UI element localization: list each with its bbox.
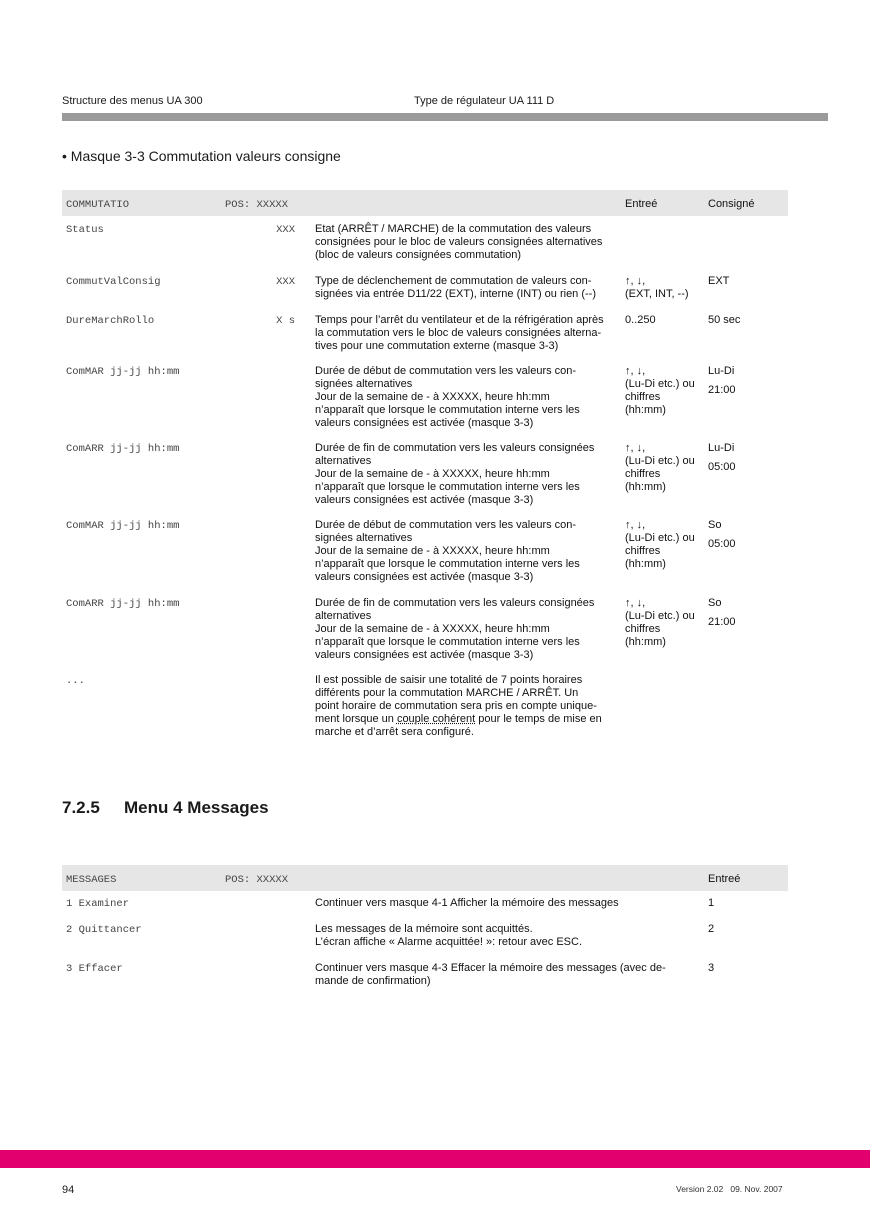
table-row-description: Durée de début de commutation vers les valeurs con- signées alternatives Jour de la semaine de - à XXXXX, heure hh:mm n’apparaît que lorsque le commutation interne vers les valeurs consignées est activée (masque 3-3)	[315, 519, 580, 583]
table-row-name: ComARR jj-jj hh:mm	[66, 598, 180, 610]
page-number: 94	[62, 1184, 75, 1196]
table-row-consigne: EXT	[708, 275, 730, 287]
table-row-consigne	[708, 597, 778, 629]
version-info: Version 2.02 09. Nov. 2007	[676, 1184, 783, 1194]
table1-head-entree: Entreé	[625, 198, 658, 210]
consigne-day: So	[708, 519, 722, 531]
table-row-entree: ↑, ↓, (Lu-Di etc.) ou chiffres (hh:mm)	[625, 597, 695, 648]
table1-head-name: COMMUTATIO	[66, 199, 130, 211]
table-row-description	[315, 674, 620, 739]
section-title-text: Masque 3-3 Commutation valeurs consigne	[70, 148, 341, 164]
header-left: Structure des menus UA 300	[62, 95, 203, 107]
table2-head-name: MESSAGES	[66, 874, 117, 886]
table-row-name: 1 Examiner	[66, 898, 130, 910]
table-row-description: Durée de fin de commutation vers les valeurs consignées alternatives Jour de la semaine de - à XXXXX, heure hh:mm n’apparaît que lorsque le commutation interne vers les valeurs consignées est activée (masque 3-3)	[315, 442, 595, 506]
table-row-name: DureMarchRollo	[66, 315, 155, 327]
table-row-value: X s	[276, 315, 295, 327]
table-row-entree: 0..250	[625, 314, 656, 326]
heading-number: 7.2.5	[62, 798, 100, 817]
desc-link: couple cohérent	[396, 713, 476, 725]
consigne-day: Lu-Di	[708, 365, 735, 377]
table-row-name: Status	[66, 224, 104, 236]
table-row-entree: ↑, ↓, (Lu-Di etc.) ou chiffres (hh:mm)	[625, 519, 695, 570]
table-row-ellipsis: ...	[66, 675, 85, 687]
table-row-entree: ↑, ↓, (EXT, INT, --)	[625, 275, 689, 300]
footer-bar	[0, 1150, 870, 1168]
consigne-time: 05:00	[708, 538, 736, 550]
table-row-description: Durée de fin de commutation vers les valeurs consignées alternatives Jour de la semaine de - à XXXXX, heure hh:mm n’apparaît que lorsque le commutation interne vers les valeurs consignées est activée (masque 3-3)	[315, 597, 595, 661]
consigne-time: 05:00	[708, 461, 736, 473]
table1-head-consigne: Consigné	[708, 198, 755, 210]
table-row-name: ComMAR jj-jj hh:mm	[66, 366, 180, 378]
table1-head-pos: POS: XXXXX	[225, 199, 289, 211]
table-row-entree: ↑, ↓, (Lu-Di etc.) ou chiffres (hh:mm)	[625, 442, 695, 493]
table2-head-entree: Entreé	[708, 873, 741, 885]
header-divider	[62, 113, 828, 121]
table-row-entree: 3	[708, 962, 715, 974]
table-row-consigne: 50 sec	[708, 314, 741, 326]
table-row-name: 2 Quittancer	[66, 924, 142, 936]
table-row-name: ComARR jj-jj hh:mm	[66, 443, 180, 455]
section-heading	[62, 798, 269, 818]
bullet: •	[62, 148, 67, 164]
table-row-entree: 1	[708, 897, 715, 909]
consigne-time: 21:00	[708, 384, 736, 396]
table-row-consigne	[708, 519, 778, 551]
heading-title: Menu 4 Messages	[124, 798, 269, 817]
table-row-name: CommutValConsig	[66, 276, 161, 288]
table-row-description: Type de déclenchement de commutation de valeurs con- signées via entrée D11/22 (EXT), interne (INT) ou rien (--)	[315, 275, 597, 300]
consigne-day: Lu-Di	[708, 442, 735, 454]
table2-head-pos: POS: XXXXX	[225, 874, 289, 886]
table-row-entree: 2	[708, 923, 715, 935]
table-row-description: Durée de début de commutation vers les valeurs con- signées alternatives Jour de la semaine de - à XXXXX, heure hh:mm n’apparaît que lorsque le commutation interne vers les valeurs consignées est activée (masque 3-3)	[315, 365, 580, 429]
desc-before: Il est possible de saisir une totalité de 7 points horaires différents pour la commutation MARCHE / ARRÊT. Un point horaire de commutation sera pris en compte unique- ment lorsque un	[315, 674, 597, 725]
header-center: Type de régulateur UA 111 D	[414, 95, 555, 107]
section-title	[62, 148, 341, 164]
consigne-day: So	[708, 597, 722, 609]
table-row-consigne	[708, 365, 778, 397]
desc-after: pour le temps de mise en marche et d’arrêt sera configuré.	[315, 713, 602, 738]
table-row-name: ComMAR jj-jj hh:mm	[66, 520, 180, 532]
table-row-value: XXX	[276, 276, 295, 288]
table-row-description: Etat (ARRÊT / MARCHE) de la commutation des valeurs consignées pour le bloc de valeurs consignées alternatives (bloc de valeurs consignées commutation)	[315, 223, 603, 261]
table-row-name: 3 Effacer	[66, 963, 123, 975]
table-row-description: Les messages de la mémoire sont acquittés. L’écran affiche « Alarme acquittée! »: retour avec ESC.	[315, 923, 583, 948]
table-row-value: XXX	[276, 224, 295, 236]
table-row-entree: ↑, ↓, (Lu-Di etc.) ou chiffres (hh:mm)	[625, 365, 695, 416]
table-row-consigne	[708, 442, 778, 474]
table-row-description: Continuer vers masque 4-1 Afficher la mémoire des messages	[315, 897, 619, 909]
consigne-time: 21:00	[708, 616, 736, 628]
table2-header	[62, 865, 788, 891]
table-row-description: Temps pour l’arrêt du ventilateur et de la réfrigération après la commutation vers le bloc de valeurs consignées alterna- tives pour une commutation externe (masque 3-3)	[315, 314, 604, 352]
table-row-description: Continuer vers masque 4-3 Effacer la mémoire des messages (avec de- mande de confirmation)	[315, 962, 666, 987]
